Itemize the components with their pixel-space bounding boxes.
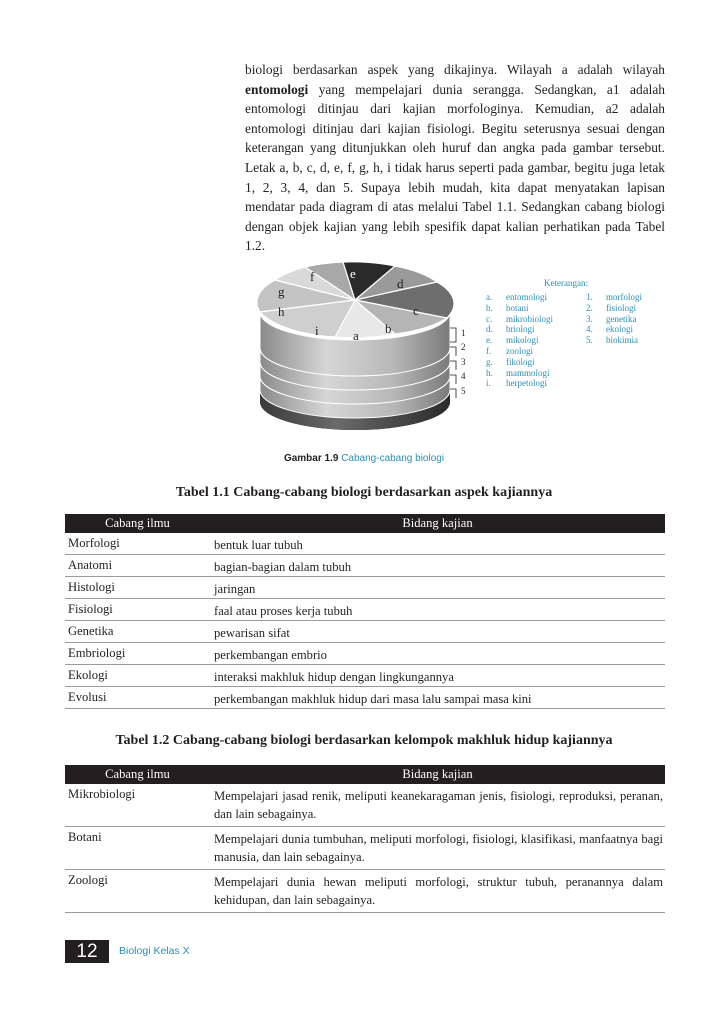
page-number: 12	[65, 940, 109, 963]
table-row: Embriologi perkembangan embrio	[65, 643, 665, 665]
intro-paragraph: biologi berdasarkan aspek yang dikajinya. Wilayah a adalah wilayah entomologi yang mempelajari dunia serangga. Sedangkan, a1 adalah entomologi ditinjau dari kajian morfologinya. Kemudian, a2 adalah entomologi ditinjau dari kajian fisiologi. Begitu seterusnya sesuai dengan keterangan yang ditunjukkan oleh huruf dan angka pada gambar tersebut. Letak a, b, c, d, e, f, g, h, i tidak harus seperti pada gambar, begitu juga letak 1, 2, 3, 4, dan 5. Supaya lebih mudah, kita dapat menyatakan lapisan mendatar pada diagram di atas melalui Tabel 1.1. Sedangkan cabang biologi dengan objek kajian yang lebih spesifik dapat kalian perhatikan pada Tabel 1.2.	[245, 62, 665, 254]
legend-item: 1. morfologi	[586, 292, 642, 302]
slice-label-c: c	[413, 303, 419, 318]
slice-label-h: h	[278, 304, 285, 319]
table-row: Fisiologi faal atau proses kerja tubuh	[65, 599, 665, 621]
caption-label: Gambar 1.9	[283, 453, 339, 464]
table-row: Histologi jaringan	[65, 577, 665, 599]
slice-label-e: e	[350, 266, 356, 281]
table-row: Zoologi Mempelajari dunia hewan meliputi morfologi, struktur tubuh, peranannya dalam kehidupan, dan lain sebagainya.	[65, 870, 665, 913]
slice-label-i: i	[315, 323, 319, 338]
legend-item: a. entomologi	[486, 292, 547, 302]
figure-caption	[0, 453, 728, 464]
legend-item: 5. biokimia	[586, 335, 638, 346]
legend-title: Keterangan:	[544, 278, 588, 288]
layer-label-3: 3	[461, 357, 466, 367]
slice-label-a: a	[353, 328, 359, 343]
legend-item: i. herpetologi	[486, 378, 547, 389]
book-title: Biologi Kelas X	[119, 945, 190, 957]
slice-label-d: d	[397, 276, 404, 291]
table-row: Botani Mempelajari dunia tumbuhan, meliputi morfologi, fisiologi, klasifikasi, manfaatnya bagi manusia, dan lain sebagainya.	[65, 827, 665, 870]
legend-item: c. mikrobiologi	[486, 313, 553, 324]
table-row: Morfologi bentuk luar tubuh	[65, 533, 665, 555]
slice-label-f: f	[310, 269, 315, 284]
layer-label-2: 2	[461, 342, 466, 352]
legend-item: d. briologi	[486, 324, 535, 335]
table-row: Evolusi perkembangan makhluk hidup dari masa lalu sampai masa kini	[65, 687, 665, 709]
table-row: Anatomi bagian-bagian dalam tubuh	[65, 555, 665, 577]
legend-item: g. fikologi	[486, 356, 535, 367]
legend-item: b. botani	[486, 302, 529, 313]
table1-header: Cabang ilmu Bidang kajian	[65, 514, 665, 533]
layer-label-1: 1	[461, 328, 466, 338]
legend-item: f. zoologi	[486, 345, 533, 356]
slice-label-b: b	[385, 321, 392, 336]
legend-item: 2. fisiologi	[586, 302, 637, 313]
table-row: Ekologi interaksi makhluk hidup dengan lingkungannya	[65, 665, 665, 687]
layer-label-4: 4	[461, 371, 466, 381]
table-row: Mikrobiologi Mempelajari jasad renik, meliputi keanekaragaman jenis, fisiologi, reproduksi, peranan, dan lain sebagainya.	[65, 784, 665, 827]
legend-item: 4. ekologi	[586, 324, 633, 335]
caption-text: Cabang-cabang biologi	[341, 453, 445, 464]
table1-title: Tabel 1.1 Cabang-cabang biologi berdasarkan aspek kajiannya	[175, 485, 553, 500]
legend-letters	[486, 292, 553, 389]
table2-header: Cabang ilmu Bidang kajian	[65, 765, 665, 784]
legend-item: h. mammologi	[486, 367, 550, 378]
bold-term: entomologi	[245, 81, 309, 97]
table2-title: Tabel 1.2 Cabang-cabang biologi berdasarkan kelompok makhluk hidup kajiannya	[115, 733, 613, 748]
legend-item: e. mikologi	[486, 335, 539, 346]
slice-label-g: g	[278, 284, 285, 299]
legend-numbers	[586, 292, 642, 346]
table1	[65, 514, 665, 709]
table2	[65, 765, 665, 913]
legend-item: 3. genetika	[586, 313, 637, 324]
table-row: Genetika pewarisan sifat	[65, 621, 665, 643]
layer-label-5: 5	[461, 386, 466, 396]
